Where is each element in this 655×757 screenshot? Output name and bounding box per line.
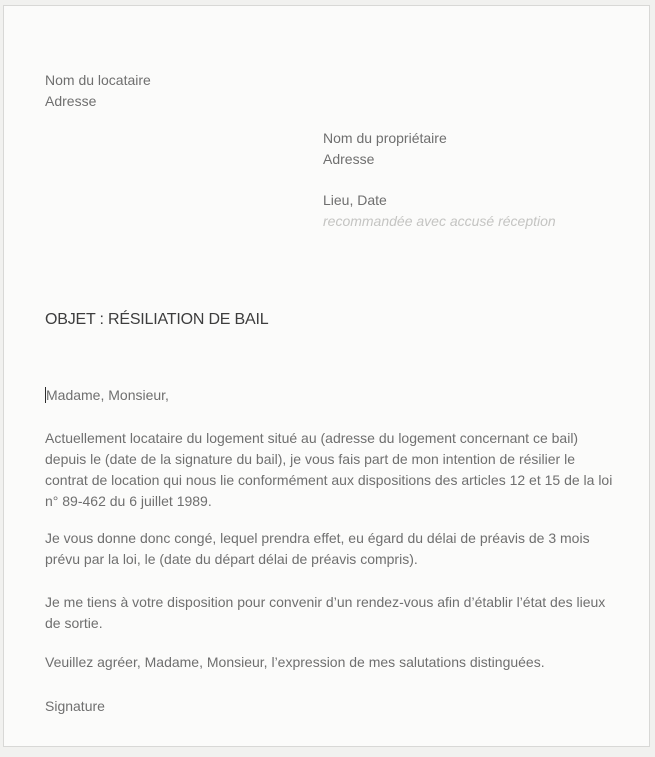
recipient-address[interactable]: Adresse [323, 151, 375, 167]
recipient-name[interactable]: Nom du propriétaire [323, 130, 447, 146]
sender-name[interactable]: Nom du locataire [45, 72, 151, 88]
sender-address[interactable]: Adresse [45, 93, 97, 109]
signature-label[interactable]: Signature [45, 698, 105, 714]
salutation-text[interactable]: Madame, Monsieur, [46, 387, 169, 403]
body-paragraph-3[interactable]: Je me tiens à votre disposition pour convenir d’un rendez-vous afin d’établir l’état des lieux de sortie. [45, 594, 606, 631]
place-date[interactable]: Lieu, Date [323, 192, 387, 208]
sender-block [45, 70, 620, 112]
body-paragraph-1[interactable]: Actuellement locataire du logement situé au (adresse du logement concernant ce bail) depuis le (date de la signature du bail), je vous fais part de mon intention de résilier le contrat de location qui nous lie conformément aux dispositions des articles 12 et 15 de la loi n° 89-462 du 6 juillet 1989. [45, 430, 613, 509]
salutation-line[interactable] [45, 385, 620, 406]
closing-paragraph[interactable]: Veuillez agréer, Madame, Monsieur, l’expression de mes salutations distinguées. [45, 654, 545, 670]
letter-editor[interactable] [3, 5, 650, 747]
body-paragraph-2[interactable]: Je vous donne donc congé, lequel prendra effet, eu égard du délai de préavis de 3 mois prévu par la loi, le (date du départ délai de préavis compris). [45, 530, 590, 567]
subject-line[interactable]: OBJET : RÉSILIATION DE BAIL [45, 311, 269, 328]
recipient-block [323, 128, 620, 232]
mail-type-note[interactable]: recommandée avec accusé réception [323, 213, 556, 229]
